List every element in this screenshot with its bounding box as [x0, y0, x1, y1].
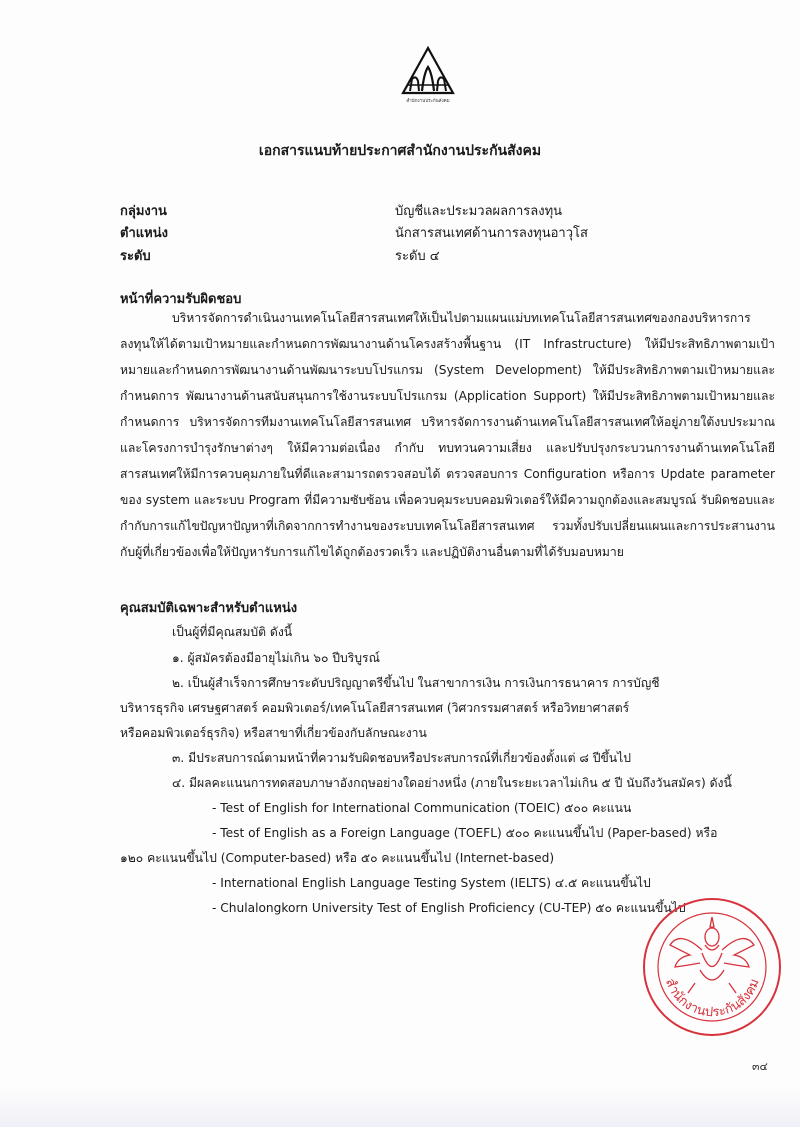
meta-value-position: นักสารสนเทศด้านการลงทุนอาวุโส — [395, 226, 588, 241]
qualification-item-3: ๓. มีประสบการณ์ตามหน้าที่ความรับผิดชอบหรือประสบการณ์ที่เกี่ยวข้องตั้งแต่ ๘ ปีขึ้นไป — [172, 751, 631, 765]
test-cutep: - Chulalongkorn University Test of English Proficiency (CU-TEP) ๕๐ คะแนนขึ้นไป — [212, 901, 686, 915]
meta-value-group: บัญชีและประมวลผลการลงทุน — [395, 204, 563, 219]
qualification-item-4: ๔. มีผลคะแนนการทดสอบภาษาอังกฤษอย่างใดอย่างหนึ่ง (ภายในระยะเวลาไม่เกิน ๕ ปี นับถึงวันสมัคร) ดังนี้ — [172, 776, 732, 790]
responsibilities-heading: หน้าที่ความรับผิดชอบ — [120, 292, 242, 307]
svg-text:สำนักงานประกันสังคม: สำนักงานประกันสังคม — [661, 976, 763, 1021]
document-title: เอกสารแนบท้ายประกาศสำนักงานประกันสังคม — [258, 143, 542, 159]
test-toefl: - Test of English as a Foreign Language (TOEFL) ๕๐๐ คะแนนขึ้นไป (Paper-based) หรือ — [212, 826, 718, 840]
svg-text:สำนักงานประกันสังคม: สำนักงานประกันสังคม — [406, 99, 450, 104]
responsibilities-text: บริหารจัดการดำเนินงานเทคโนโลยีสารสนเทศให้เป็นไปตามแผนแม่บทเทคโนโลยีสารสนเทศของกองบริหารการลงทุนให้ได้ตามเป้าหมายและกำหนดการพัฒนางานด้านโครงสร้างพื้นฐาน (IT Infrastructure) ให้มีประสิทธิภาพตามเป้าหมายและกำหนดการพัฒนางานด้านพัฒนาระบบโปรแกรม (System Development) ให้มีประสิทธิภาพตามเป้าหมายและกำหนดการ พัฒนางานด้านสนับสนุนการใช้งานระบบโปรแกรม (Application Support) ให้มีประสิทธิภาพตามเป้าหมายและกำหนดการ บริหารจัดการทีมงานเทคโนโลยีสารสนเทศ บริหารจัดการงานด้านเทคโนโลยีสารสนเทศให้อยู่ภายใต้งบประมาณ และโครงการบำรุงรักษาต่างๆ ให้มีความต่อเนื่อง กำกับ ทบทวนความเสี่ยง และปรับปรุงกระบวนการงานด้านเทคโนโลยีสารสนเทศให้มีการควบคุมภายในที่ดีและสามารถตรวจสอบได้ ตรวจสอบการ Configuration หรือการ Update parameter ของ system และระบบ Program ที่มีความซับซ้อน เพื่อควบคุมระบบคอมพิวเตอร์ให้มีความถูกต้องและสมบูรณ์ รับผิดชอบและกำกับการแก้ไขปัญหาปัญหาที่เกิดจากการทำงานของระบบเทคโนโลยีสารสนเทศ รวมทั้งปรับเปลี่ยนแผนและการประสานงานกับผู้ที่เกี่ยวข้องเพื่อให้ปัญหารับการแก้ไขได้ถูกต้องรวดเร็ว และปฏิบัติงานอื่นตามที่ได้รับมอบหมาย — [120, 311, 775, 559]
test-toeic: - Test of English for International Communication (TOEIC) ๕๐๐ คะแนน — [212, 801, 632, 815]
meta-value-level: ระดับ ๔ — [395, 249, 440, 264]
page-number: ๓๔ — [752, 1060, 768, 1073]
meta-label-position: ตำแหน่ง — [120, 226, 168, 241]
meta-label-group: กลุ่มงาน — [120, 204, 167, 219]
sso-logo-icon — [398, 45, 458, 105]
qualification-item-2-cont2: หรือคอมพิวเตอร์ธุรกิจ) หรือสาขาที่เกี่ยวข้องกับลักษณะงาน — [120, 726, 427, 740]
qualification-item-2: ๒. เป็นผู้สำเร็จการศึกษาระดับปริญญาตรีขึ้นไป ในสาขาการเงิน การเงินการธนาคาร การบัญชี — [172, 676, 660, 690]
qualification-item-2-cont: บริหารธุรกิจ เศรษฐศาสตร์ คอมพิวเตอร์/เทคโนโลยีสารสนเทศ (วิศวกรรมศาสตร์ หรือวิทยาศาสตร์ — [120, 701, 630, 715]
test-toefl-cont: ๑๒๐ คะแนนขึ้นไป (Computer-based) หรือ ๕๐ คะแนนขึ้นไป (Internet-based) — [120, 851, 555, 865]
qualifications-intro: เป็นผู้ที่มีคุณสมบัติ ดังนี้ — [172, 625, 293, 639]
official-seal-stamp-icon — [640, 895, 785, 1040]
qualifications-heading: คุณสมบัติเฉพาะสำหรับตำแหน่ง — [120, 601, 298, 616]
qualification-item-1: ๑. ผู้สมัครต้องมีอายุไม่เกิน ๖๐ ปีบริบูรณ์ — [172, 651, 380, 665]
test-ielts: - International English Language Testing System (IELTS) ๔.๕ คะแนนขึ้นไป — [212, 876, 651, 890]
scan-shadow — [0, 1087, 800, 1127]
meta-label-level: ระดับ — [120, 249, 151, 264]
